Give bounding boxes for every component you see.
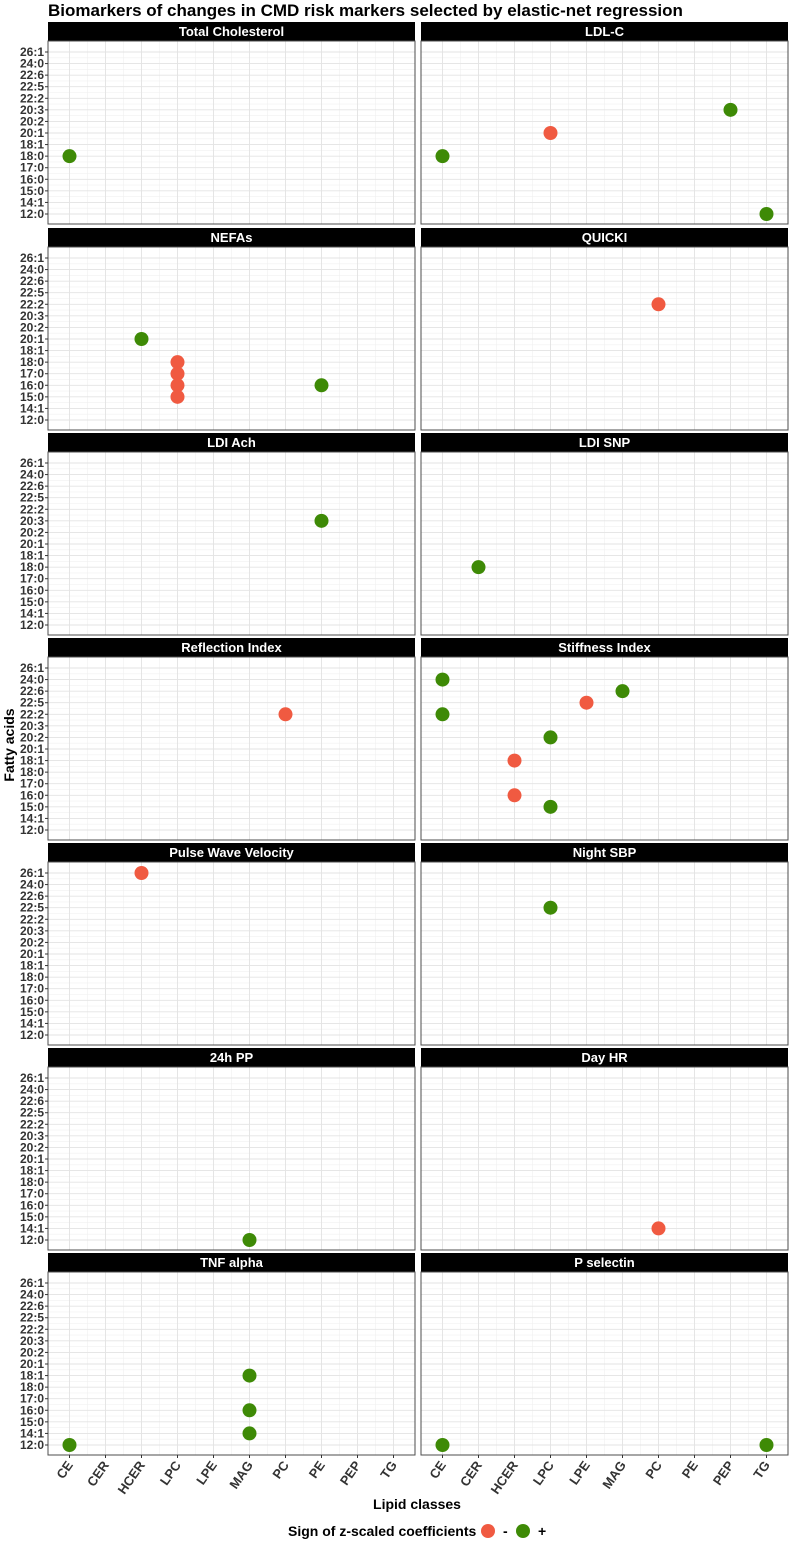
data-point	[508, 788, 522, 802]
y-tick-label: 15:0	[19, 1414, 44, 1429]
y-tick-label: 26:1	[19, 866, 44, 880]
y-tick-label: 20:1	[19, 537, 44, 551]
data-point	[243, 1369, 257, 1383]
facet-panel	[421, 1253, 788, 1455]
y-tick-label: 20:2	[19, 1140, 44, 1155]
y-tick-label: 17:0	[19, 571, 44, 586]
data-point	[760, 1438, 774, 1452]
y-tick-label: 20:3	[19, 102, 44, 117]
y-tick-label: 20:2	[19, 114, 44, 129]
y-tick-label: 18:1	[19, 958, 44, 973]
legend-label: +	[538, 1523, 547, 1539]
facet-strip-label: 24h PP	[209, 1050, 254, 1065]
y-tick-label: 15:0	[19, 1209, 44, 1224]
y-tick-label: 26:1	[19, 251, 44, 265]
y-tick-label: 24:0	[19, 56, 44, 71]
data-point	[436, 1438, 450, 1452]
y-tick-label: 26:1	[19, 661, 44, 675]
x-tick-label: PC	[269, 1458, 292, 1482]
y-tick-label: 15:0	[19, 1004, 44, 1019]
data-point	[243, 1233, 257, 1247]
y-tick-label: 20:3	[19, 923, 44, 938]
facet-strip-label: LDI SNP	[578, 435, 631, 450]
x-axis-title: Lipid classes	[373, 1496, 461, 1512]
y-tick-label: 24:0	[19, 1287, 44, 1302]
y-tick-label: 26:1	[19, 1276, 44, 1290]
y-tick-label: 22:2	[19, 297, 44, 312]
facet-panel	[20, 638, 415, 840]
facet-panel	[20, 843, 415, 1045]
y-tick-label: 20:2	[19, 1345, 44, 1360]
y-tick-label: 18:1	[19, 1368, 44, 1383]
x-tick-label: TG	[750, 1458, 773, 1482]
y-tick-label: 22:5	[19, 285, 44, 300]
y-tick-label: 18:1	[19, 753, 44, 768]
y-tick-label: 20:1	[19, 1152, 44, 1166]
data-point	[580, 696, 594, 710]
y-tick-label: 20:3	[19, 513, 44, 528]
y-tick-label: 16:0	[19, 1403, 44, 1418]
facet-strip-label: Night SBP	[572, 845, 637, 860]
x-tick-label: HCER	[487, 1458, 521, 1497]
x-tick-label: PE	[678, 1458, 701, 1481]
data-point	[544, 126, 558, 140]
y-tick-label: 17:0	[19, 981, 44, 996]
x-tick-label: MAG	[599, 1458, 629, 1492]
data-point	[243, 1403, 257, 1417]
y-tick-label: 12:0	[19, 618, 44, 632]
y-tick-label: 17:0	[19, 1391, 44, 1406]
x-tick-label: PE	[305, 1458, 328, 1481]
legend-label: -	[503, 1523, 508, 1539]
y-tick-label: 16:0	[19, 583, 44, 598]
data-point	[472, 560, 486, 574]
x-axis	[53, 1455, 773, 1497]
y-tick-label: 22:2	[19, 502, 44, 517]
y-tick-label: 22:5	[19, 490, 44, 505]
x-tick-label: LPE	[193, 1458, 220, 1488]
y-tick-label: 24:0	[19, 467, 44, 482]
y-tick-label: 22:6	[19, 684, 44, 699]
data-point	[171, 390, 185, 404]
data-point	[315, 514, 329, 528]
y-tick-label: 22:2	[19, 1117, 44, 1132]
y-tick-label: 15:0	[19, 389, 44, 404]
facet-strip-label: NEFAs	[210, 230, 253, 245]
facet-panel	[421, 228, 788, 430]
y-tick-label: 18:0	[19, 560, 44, 575]
legend-key	[481, 1524, 495, 1538]
facet-strip-label: TNF alpha	[200, 1255, 263, 1270]
y-tick-label: 16:0	[19, 378, 44, 393]
x-tick-label: LPC	[156, 1458, 184, 1489]
facet-strip-label: LDI Ach	[207, 435, 256, 450]
y-tick-label: 18:1	[19, 343, 44, 358]
y-tick-label: 14:1	[19, 811, 44, 826]
y-tick-label: 12:0	[19, 207, 44, 221]
y-tick-label: 22:5	[19, 79, 44, 94]
facet-strip-label: Total Cholesterol	[178, 24, 285, 39]
y-tick-label: 24:0	[19, 262, 44, 277]
y-tick-label: 20:3	[19, 1333, 44, 1348]
x-tick-label: HCER	[114, 1458, 148, 1497]
data-point	[652, 1221, 666, 1235]
data-point	[243, 1426, 257, 1440]
y-tick-label: 18:0	[19, 765, 44, 780]
y-tick-label: 20:1	[19, 742, 44, 756]
y-tick-label: 12:0	[19, 413, 44, 427]
y-tick-label: 26:1	[19, 1071, 44, 1085]
x-tick-label: PEP	[336, 1458, 364, 1489]
y-tick-label: 20:1	[19, 947, 44, 961]
y-tick-label: 22:6	[19, 274, 44, 289]
x-tick-label: LPE	[566, 1458, 593, 1488]
x-tick-label: CER	[456, 1458, 485, 1490]
data-point	[135, 332, 149, 346]
y-tick-label: 24:0	[19, 672, 44, 687]
chart-title: Biomarkers of changes in CMD risk markers selected by elastic-net regression	[48, 1, 683, 20]
y-tick-label: 14:1	[19, 1426, 44, 1441]
y-tick-label: 22:6	[19, 1299, 44, 1314]
y-tick-label: 16:0	[19, 993, 44, 1008]
y-tick-label: 18:1	[19, 137, 44, 152]
y-tick-label: 15:0	[19, 594, 44, 609]
y-tick-label: 22:2	[19, 912, 44, 927]
y-tick-label: 22:2	[19, 707, 44, 722]
y-tick-label: 22:5	[19, 695, 44, 710]
y-tick-label: 20:3	[19, 718, 44, 733]
y-tick-label: 18:0	[19, 1380, 44, 1395]
y-tick-label: 14:1	[19, 195, 44, 210]
y-tick-label: 20:1	[19, 126, 44, 140]
y-tick-label: 18:1	[19, 1163, 44, 1178]
x-tick-label: CE	[53, 1458, 76, 1482]
data-point	[724, 103, 738, 117]
y-tick-label: 14:1	[19, 606, 44, 621]
facet-panel	[421, 1048, 788, 1250]
y-tick-label: 17:0	[19, 1186, 44, 1201]
facet-panel	[20, 228, 415, 430]
data-point	[544, 800, 558, 814]
facet-strip-label: Pulse Wave Velocity	[169, 845, 294, 860]
data-point	[436, 707, 450, 721]
y-tick-label: 12:0	[19, 1233, 44, 1247]
y-tick-label: 22:6	[19, 1094, 44, 1109]
y-tick-label: 12:0	[19, 823, 44, 837]
facet-panel	[421, 433, 788, 635]
y-tick-label: 22:6	[19, 479, 44, 494]
y-tick-label: 16:0	[19, 172, 44, 187]
facet-strip-label: P selectin	[574, 1255, 635, 1270]
facet-strip-label: LDL-C	[585, 24, 624, 39]
x-tick-label: CER	[83, 1458, 112, 1490]
y-tick-label: 17:0	[19, 776, 44, 791]
y-tick-label: 18:1	[19, 548, 44, 563]
legend-key	[516, 1524, 530, 1538]
y-tick-label: 20:1	[19, 332, 44, 346]
y-tick-label: 14:1	[19, 401, 44, 416]
legend-title: Sign of z-scaled coefficients	[288, 1523, 477, 1539]
y-tick-label: 18:0	[19, 970, 44, 985]
y-tick-label: 20:2	[19, 935, 44, 950]
y-tick-label: 12:0	[19, 1438, 44, 1452]
y-tick-label: 16:0	[19, 788, 44, 803]
y-tick-label: 18:0	[19, 149, 44, 164]
y-tick-label: 16:0	[19, 1198, 44, 1213]
facet-strip-label: Day HR	[581, 1050, 628, 1065]
y-tick-label: 20:3	[19, 308, 44, 323]
data-point	[63, 149, 77, 163]
y-tick-label: 15:0	[19, 183, 44, 198]
y-tick-label: 22:6	[19, 68, 44, 83]
y-tick-label: 20:2	[19, 730, 44, 745]
y-tick-label: 22:6	[19, 889, 44, 904]
x-tick-label: LPC	[529, 1458, 557, 1489]
data-point	[279, 707, 293, 721]
data-point	[544, 901, 558, 915]
data-point	[436, 149, 450, 163]
data-point	[135, 866, 149, 880]
y-tick-label: 17:0	[19, 160, 44, 175]
y-tick-label: 22:2	[19, 1322, 44, 1337]
x-tick-label: PEP	[709, 1458, 737, 1489]
facet-panel	[421, 22, 788, 224]
y-tick-label: 22:2	[19, 91, 44, 106]
facet-strip-label: Stiffness Index	[558, 640, 651, 655]
y-tick-label: 17:0	[19, 366, 44, 381]
facet-panel	[20, 433, 415, 635]
y-tick-label: 12:0	[19, 1028, 44, 1042]
y-tick-label: 26:1	[19, 456, 44, 470]
legend	[288, 1523, 546, 1539]
y-tick-label: 24:0	[19, 877, 44, 892]
facet-panel	[20, 22, 415, 224]
facet-strip-label: Reflection Index	[181, 640, 282, 655]
facet-panels	[20, 22, 788, 1455]
y-tick-label: 26:1	[19, 45, 44, 59]
y-tick-label: 18:0	[19, 355, 44, 370]
data-point	[315, 378, 329, 392]
y-tick-label: 22:5	[19, 1310, 44, 1325]
y-tick-label: 14:1	[19, 1016, 44, 1031]
y-tick-label: 15:0	[19, 799, 44, 814]
data-point	[760, 207, 774, 221]
facet-panel	[20, 1048, 415, 1250]
y-tick-label: 20:2	[19, 320, 44, 335]
data-point	[544, 730, 558, 744]
y-axis-title: Fatty acids	[1, 708, 17, 782]
data-point	[436, 673, 450, 687]
facet-strip-label: QUICKI	[581, 230, 628, 245]
x-tick-label: CE	[426, 1458, 449, 1482]
y-tick-label: 20:3	[19, 1128, 44, 1143]
x-tick-label: TG	[377, 1458, 400, 1482]
y-tick-label: 20:2	[19, 525, 44, 540]
facet-panel	[421, 638, 788, 840]
facet-panel	[421, 843, 788, 1045]
y-tick-label: 22:5	[19, 900, 44, 915]
x-tick-label: MAG	[226, 1458, 256, 1492]
data-point	[652, 297, 666, 311]
facet-panel	[20, 1253, 415, 1455]
data-point	[508, 754, 522, 768]
data-point	[63, 1438, 77, 1452]
y-tick-label: 20:1	[19, 1357, 44, 1371]
x-tick-label: PC	[642, 1458, 665, 1482]
y-tick-label: 18:0	[19, 1175, 44, 1190]
y-tick-label: 14:1	[19, 1221, 44, 1236]
y-tick-label: 24:0	[19, 1082, 44, 1097]
y-tick-label: 22:5	[19, 1105, 44, 1120]
data-point	[616, 684, 630, 698]
